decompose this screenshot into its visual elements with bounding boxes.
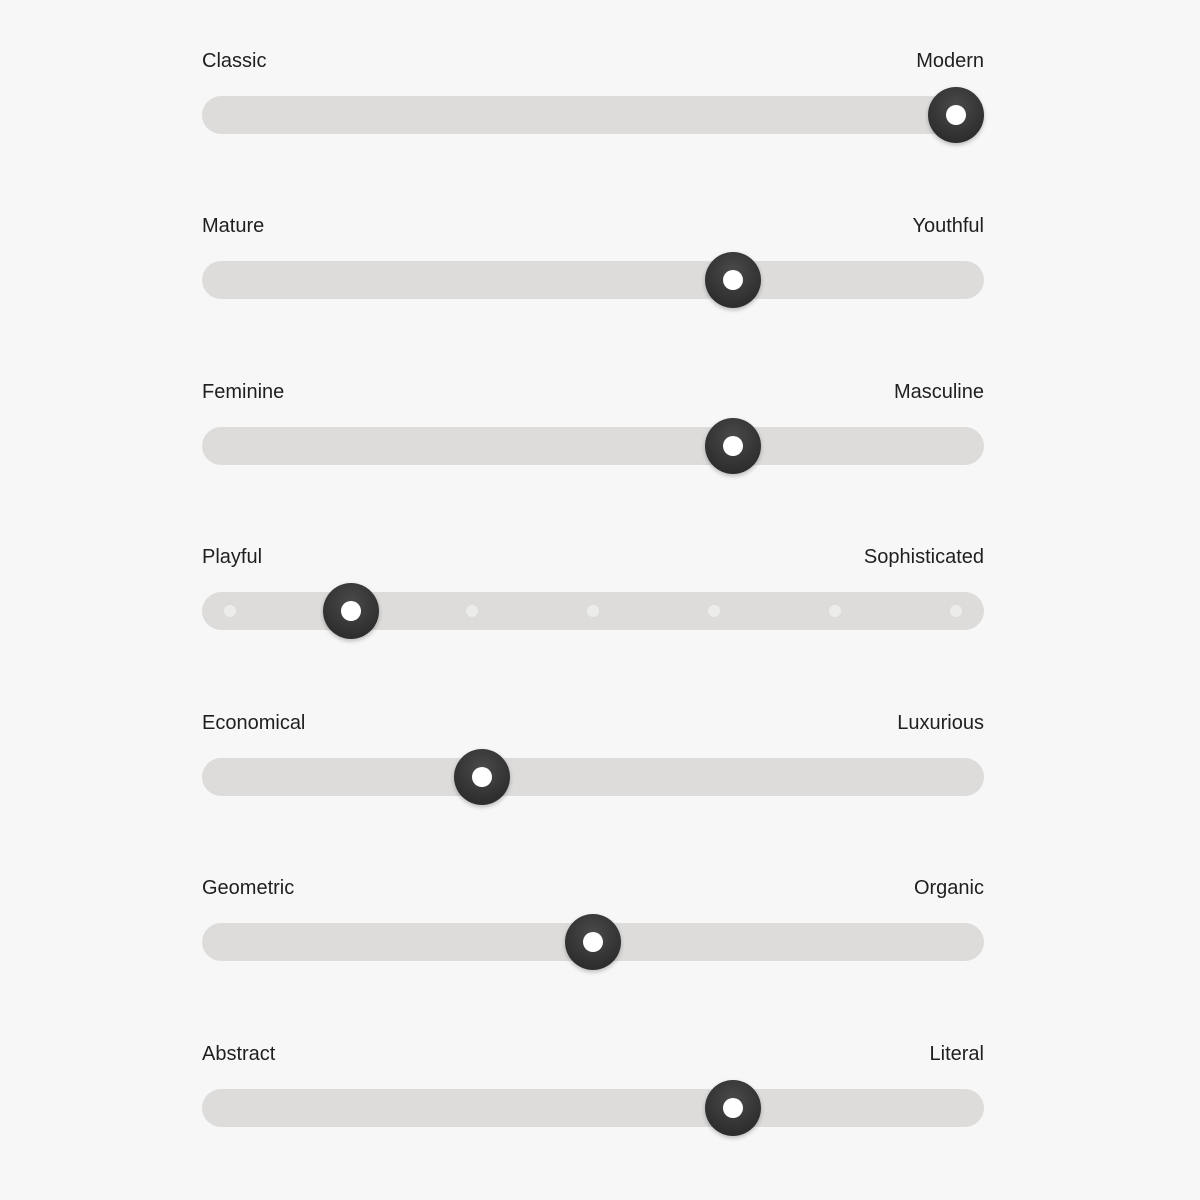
slider-track[interactable] bbox=[202, 261, 984, 299]
slider-left-label: Mature bbox=[202, 215, 265, 237]
slider-feminine-masculine bbox=[202, 380, 984, 500]
slider-right-label: Modern bbox=[916, 50, 984, 72]
slider-thumb[interactable] bbox=[928, 87, 984, 143]
slider-right-label: Sophisticated bbox=[863, 546, 984, 568]
slider-left-label: Feminine bbox=[202, 381, 285, 403]
slider-left-label: Abstract bbox=[202, 1043, 276, 1065]
slider-tick-dot bbox=[829, 605, 841, 617]
slider-thumb[interactable] bbox=[705, 1080, 761, 1136]
slider-playful-sophisticated bbox=[202, 545, 984, 665]
slider-thumb[interactable] bbox=[705, 418, 761, 474]
slider-tick-dot bbox=[224, 605, 236, 617]
slider-right-label: Masculine bbox=[893, 381, 984, 403]
slider-classic-modern bbox=[202, 49, 984, 169]
slider-thumb[interactable] bbox=[565, 914, 621, 970]
slider-track[interactable] bbox=[202, 758, 984, 796]
slider-left-label: Economical bbox=[202, 712, 306, 734]
slider-tick-dot bbox=[466, 605, 478, 617]
slider-track[interactable] bbox=[202, 427, 984, 465]
slider-track[interactable] bbox=[202, 1089, 984, 1127]
slider-thumb[interactable] bbox=[454, 749, 510, 805]
slider-right-label: Luxurious bbox=[897, 712, 984, 734]
slider-left-label: Geometric bbox=[202, 877, 295, 899]
slider-track[interactable] bbox=[202, 592, 984, 630]
slider-tick-dot bbox=[708, 605, 720, 617]
slider-tick-dot bbox=[587, 605, 599, 617]
slider-thumb[interactable] bbox=[323, 583, 379, 639]
slider-right-label: Organic bbox=[913, 877, 984, 899]
slider-economical-luxurious bbox=[202, 711, 984, 831]
slider-mature-youthful bbox=[202, 214, 984, 334]
slider-abstract-literal bbox=[202, 1042, 984, 1162]
slider-left-label: Playful bbox=[202, 546, 263, 568]
slider-right-label: Literal bbox=[929, 1043, 984, 1065]
slider-tick-dot bbox=[950, 605, 962, 617]
slider-left-label: Classic bbox=[202, 50, 267, 72]
slider-right-label: Youthful bbox=[912, 215, 984, 237]
slider-thumb[interactable] bbox=[705, 252, 761, 308]
slider-track[interactable] bbox=[202, 96, 984, 134]
slider-geometric-organic bbox=[202, 876, 984, 996]
